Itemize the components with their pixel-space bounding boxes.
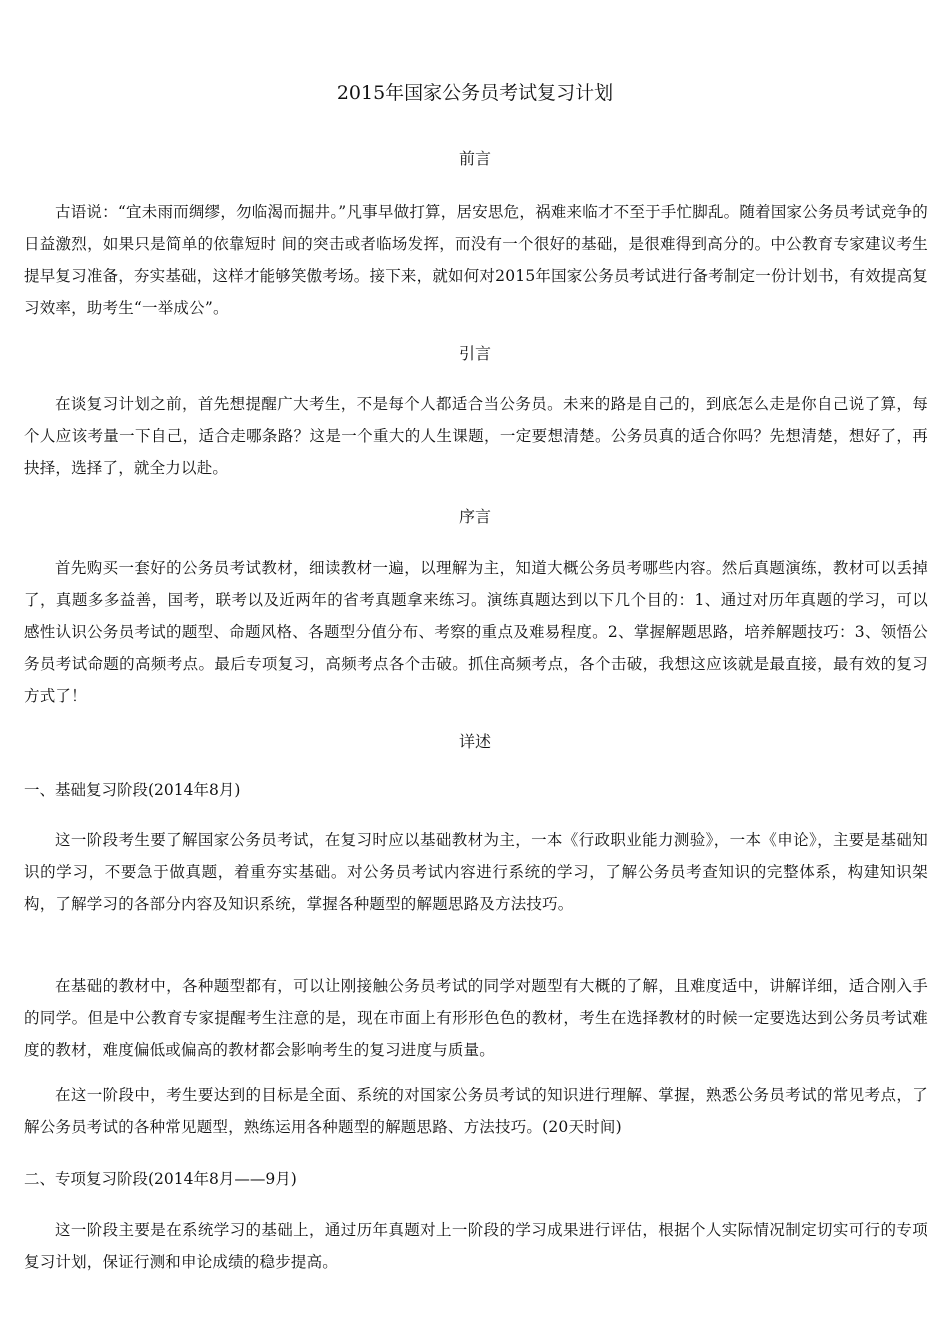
details-heading: 详述 bbox=[458, 732, 491, 751]
stage2-paragraph-1: 这一阶段主要是在系统学习的基础上，通过历年真题对上一阶段的学习成果进行评估，根据个人实际情况制定切实可行的专项复习计划，保证行测和申论成绩的稳步提高。 bbox=[24, 1221, 928, 1271]
document-title: 2015年国家公务员考试复习计划 bbox=[336, 82, 614, 104]
stage1-paragraph-2: 在基础的教材中，各种题型都有，可以让刚接触公务员考试的同学对题型有大概的了解，且难度适中，讲解详细，适合刚入手的同学。但是中公教育专家提醒考生注意的是，现在市面上有形形色色的教材，考生在选择教材的时候一定要选达到公务员考试难度的教材，难度偏低或偏高的教材都会影响考生的复习进度与质量。 bbox=[24, 977, 928, 1059]
introduction-paragraph: 在谈复习计划之前，首先想提醒广大考生，不是每个人都适合当公务员。未来的路是自己的，到底怎么走是你自己说了算，每个人应该考量一下自己，适合走哪条路？这是一个重大的人生课题，一定要想清楚。公务员真的适合你吗？先想清楚，想好了，再抉择，选择了，就全力以赴。 bbox=[24, 395, 928, 477]
foreword-heading: 前言 bbox=[458, 149, 491, 168]
stage2-title: 二、专项复习阶段(2014年8月——9月) bbox=[24, 1170, 297, 1188]
introduction-heading: 引言 bbox=[458, 344, 491, 363]
stage1-paragraph-1: 这一阶段考生要了解国家公务员考试，在复习时应以基础教材为主，一本《行政职业能力测验》，一本《申论》，主要是基础知识的学习，不要急于做真题，着重夯实基础。对公务员考试内容进行系统的学习，了解公务员考查知识的完整体系，构建知识架构，了解学习的各部分内容及知识系统，掌握各种题型的解题思路及方法技巧。 bbox=[24, 831, 928, 913]
preface-paragraph: 首先购买一套好的公务员考试教材，细读教材一遍，以理解为主，知道大概公务员考哪些内容。然后真题演练，教材可以丢掉了，真题多多益善，国考，联考以及近两年的省考真题拿来练习。演练真题达到以下几个目的：1、通过对历年真题的学习，可以感性认识公务员考试的题型、命题风格、各题型分值分布、考察的重点及难易程度。2、掌握解题思路，培养解题技巧：3、领悟公务员考试命题的高频考点。最后专项复习，高频考点各个击破。抓住高频考点，各个击破，我想这应该就是最直接，最有效的复习方式了！ bbox=[24, 559, 928, 705]
preface-heading: 序言 bbox=[458, 507, 491, 526]
stage1-title: 一、基础复习阶段(2014年8月) bbox=[24, 781, 241, 799]
foreword-paragraph: 古语说：“宜未雨而绸缪，勿临渴而掘井。”凡事早做打算，居安思危，祸难来临才不至于手忙脚乱。随着国家公务员考试竞争的日益激烈，如果只是简单的依靠短时 间的突击或者临场发挥，而没有一个很好的基础，是很难得到高分的。中公教育专家建议考生提早复习准备，夯实基础，这样才能够笑傲考场。接下来，就如何对2015年国家公务员考试进行备考制定一份计划书，有效提高复习效率，助考生“一举成公”。 bbox=[24, 203, 928, 317]
stage1-paragraph-3: 在这一阶段中，考生要达到的目标是全面、系统的对国家公务员考试的知识进行理解、掌握，熟悉公务员考试的常见考点，了解公务员考试的各种常见题型，熟练运用各种题型的解题思路、方法技巧。(20天时间) bbox=[24, 1086, 928, 1136]
